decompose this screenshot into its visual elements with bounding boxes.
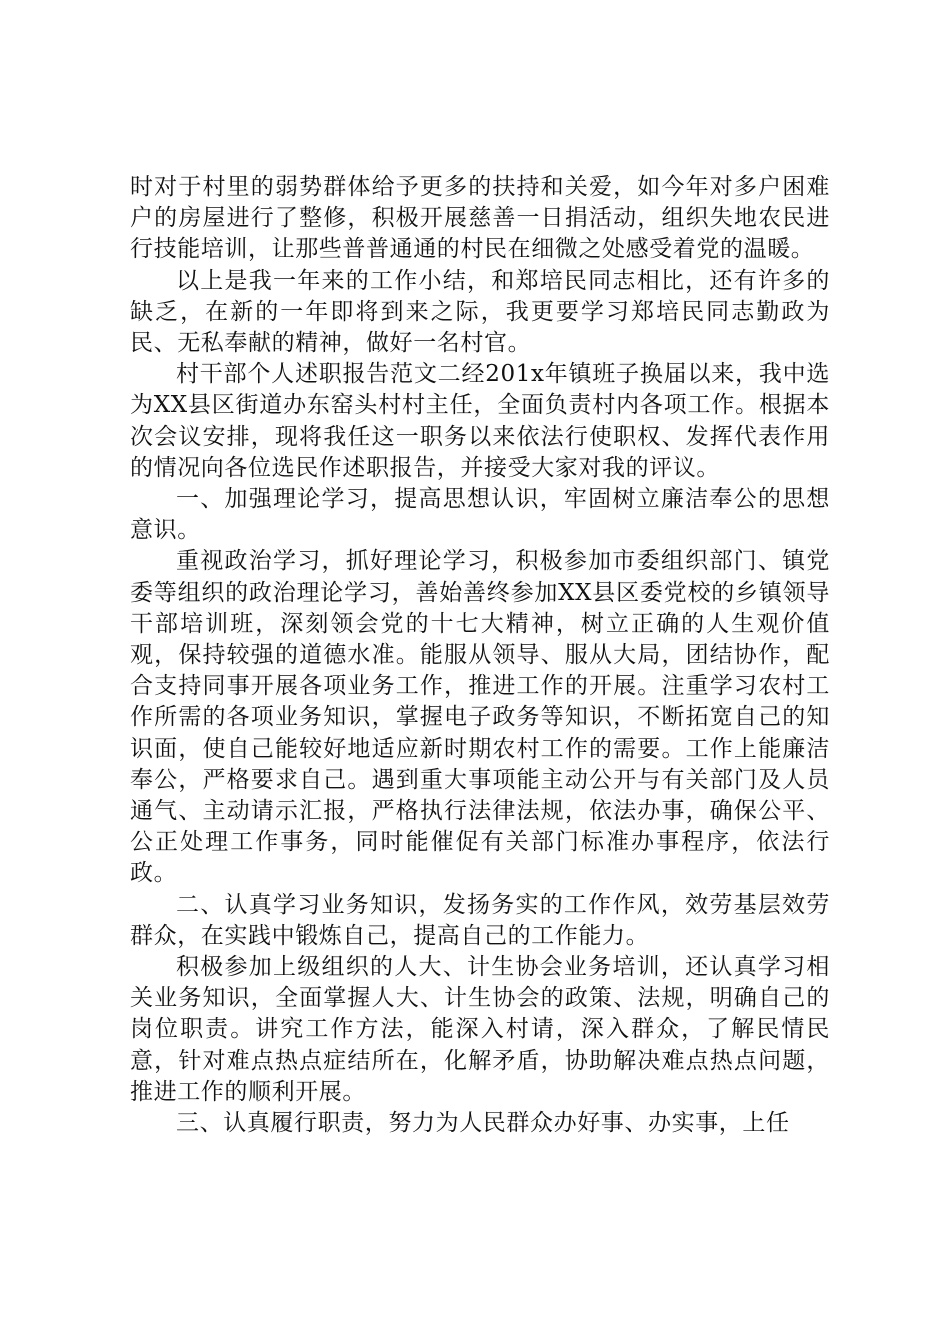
- section-heading: 二、认真学习业务知识，发扬务实的工作作风，效劳基层效劳群众，在实践中锻炼自己，提高自己的工作能力。: [130, 891, 830, 949]
- paragraph: 积极参加上级组织的人大、计生协会业务培训，还认真学习相关业务知识，全面掌握人大、计生协会的政策、法规，明确自己的岗位职责。讲究工作方法，能深入村请，深入群众，了解民情民意，针对难点热点症结所在，化解矛盾，协助解决难点热点问题，推进工作的顺利开展。: [130, 954, 830, 1105]
- paragraph: 村干部个人述职报告范文二经201x年镇班子换届以来，我中选为XX县区街道办东窑头村村主任，全面负责村内各项工作。根据本次会议安排，现将我任这一职务以来依法行使职权、发挥代表作用的情况向各位选民作述职报告，并接受大家对我的评议。: [130, 361, 830, 481]
- section-heading: 一、加强理论学习，提高思想认识，牢固树立廉洁奉公的思想意识。: [130, 486, 830, 544]
- paragraph: 重视政治学习，抓好理论学习，积极参加市委组织部门、镇党委等组织的政治理论学习，善始善终参加XX县区委党校的乡镇领导干部培训班，深刻领会党的十七大精神，树立正确的人生观价值观，保持较强的道德水准。能服从领导、服从大局，团结协作，配合支持同事开展各项业务工作，推进工作的开展。注重学习农村工作所需的各项业务知识，掌握电子政务等知识，不断拓宽自己的知识面，使自己能较好地适应新时期农村工作的需要。工作上能廉洁奉公，严格要求自己。遇到重大事项能主动公开与有关部门及人员通气、主动请示汇报，严格执行法律法规，依法办事，确保公平、公正处理工作事务，同时能催促有关部门标准办事程序，依法行政。: [130, 548, 830, 887]
- document-body: [130, 172, 830, 1139]
- section-heading: 三、认真履行职责，努力为人民群众办好事、办实事，上任: [176, 1110, 790, 1137]
- paragraph: 时对于村里的弱势群体给予更多的扶持和关爱，如今年对多户困难户的房屋进行了整修，积极开展慈善一日捐活动，组织失地农民进行技能培训，让那些普普通通的村民在细微之处感受着党的温暖。: [130, 174, 830, 263]
- paragraph: 以上是我一年来的工作小结，和郑培民同志相比，还有许多的缺乏，在新的一年即将到来之际，我更要学习郑培民同志勤政为民、无私奉献的精神，做好一名村官。: [130, 267, 830, 357]
